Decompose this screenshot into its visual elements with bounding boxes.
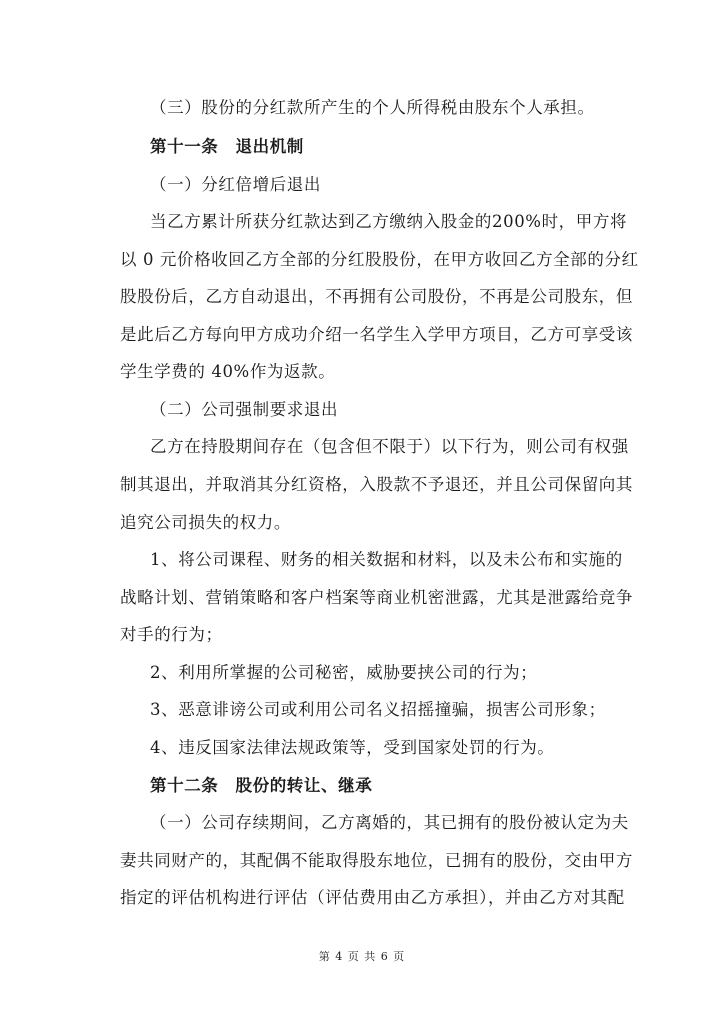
list-item-line: 对手的行为； [120,625,223,644]
list-item-line: 1、将公司课程、财务的相关数据和材料，以及未公布和实施的 [150,550,623,569]
list-item-line: 战略计划、营销策略和客户档案等商业机密泄露，尤其是泄露给竞争 [120,588,633,607]
paragraph-line: 制其退出，并取消其分红资格，入股款不予退还，并且公司保留向其 [120,475,633,494]
paragraph-line: 是此后乙方每向甲方成功介绍一名学生入学甲方项目，乙方可享受该 [120,325,633,344]
paragraph-line: （一）公司存续期间，乙方离婚的，其已拥有的股份被认定为夫 [150,813,629,832]
paragraph-line: 以 0 元价格收回乙方全部的分红股股份，在甲方收回乙方全部的分红 [120,250,639,269]
paragraph-line: 乙方在持股期间存在（包含但不限于）以下行为，则公司有权强 [150,437,629,456]
subsection-heading: （二）公司强制要求退出 [150,400,339,419]
list-item-line: 2、利用所掌握的公司秘密，威胁要挟公司的行为； [150,663,538,682]
page-number: 第 4 页 共 6 页 [318,950,406,963]
paragraph-line: 当乙方累计所获分红款达到乙方缴纳入股金的200%时，甲方将 [150,212,628,231]
section-heading: 第十一条 退出机制 [150,137,304,156]
paragraph-line: 股股份后，乙方自动退出，不再拥有公司股份，不再是公司股东，但 [120,287,633,306]
section-heading: 第十二条 股份的转让、继承 [150,776,373,795]
paragraph-line: （三）股份的分红款所产生的个人所得税由股东个人承担。 [150,98,595,117]
list-item-line: 3、恶意诽谤公司或利用公司名义招摇撞骗，损害公司形象； [150,700,606,719]
paragraph-line: 妻共同财产的，其配偶不能取得股东地位，已拥有的股份，交由甲方 [120,851,633,870]
paragraph-line: 学生学费的 40%作为返款。 [120,362,336,381]
paragraph-line: 指定的评估机构进行评估（评估费用由乙方承担），并由乙方对其配 [120,888,625,907]
list-item-line: 4、违反国家法律法规政策等，受到国家处罚的行为。 [150,738,555,757]
subsection-heading: （一）分红倍增后退出 [150,175,321,194]
paragraph-line: 追究公司损失的权力。 [120,513,291,532]
